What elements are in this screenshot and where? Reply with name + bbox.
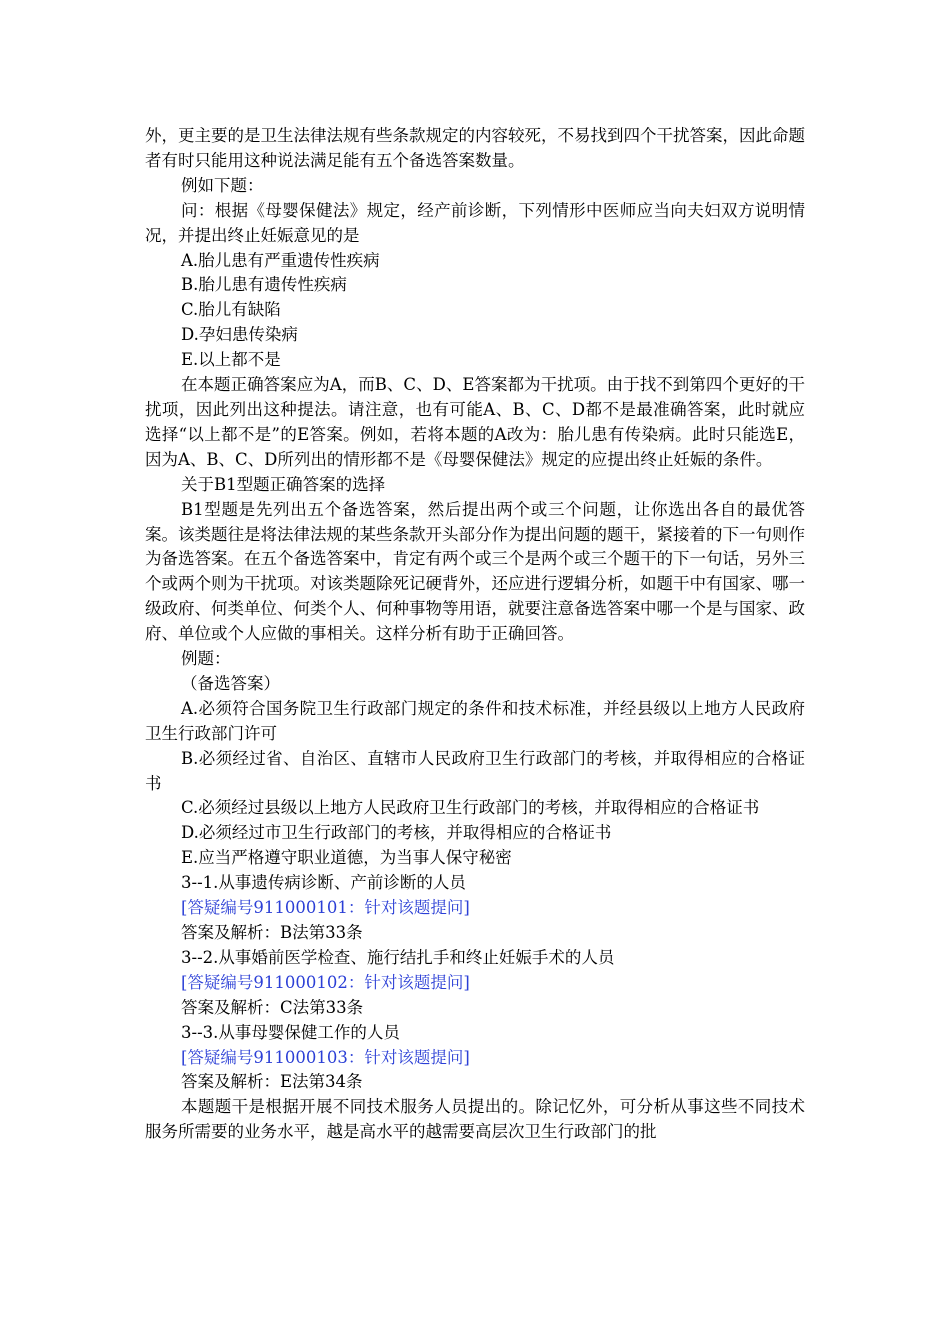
paragraph: 例如下题： bbox=[181, 175, 264, 195]
answer-explanation: 答案及解析：E法第34条 bbox=[181, 1072, 363, 1092]
option-d: D.孕妇患传染病 bbox=[181, 325, 298, 345]
paragraph: 在本题正确答案应为A，而B、C、D、E答案都为干扰项。由于找不到第四个更好的干扰项，因此列出这种提法。请注意，也有可能A、B、C、D都不是最准确答案，此时就应选择“以上都不是”的E答案。例如，若将本题的A改为：胎儿患有传染病。此时只能选E，因为A、B、C、D所列出的情形都不是《母婴保健法》规定的应提出终止妊娠的条件。 bbox=[145, 375, 805, 469]
paragraph: 本题题干是根据开展不同技术服务人员提出的。除记忆外，可分析从事这些不同技术服务所需要的业务水平，越是高水平的越需要高层次卫生行政部门的批 bbox=[145, 1097, 805, 1142]
paragraph: 外，更主要的是卫生法律法规有些条款规定的内容较死，不易找到四个干扰答案，因此命题者有时只能用这种说法满足能有五个备选答案数量。 bbox=[145, 126, 805, 170]
option-b: B.胎儿患有遗传性疾病 bbox=[181, 275, 347, 295]
paragraph: （备选答案） bbox=[181, 673, 280, 693]
ask-question-link[interactable]: [答疑编号911000103：针对该题提问] bbox=[181, 1047, 470, 1067]
answer-explanation: 答案及解析：B法第33条 bbox=[181, 923, 363, 942]
document-page bbox=[145, 124, 805, 1145]
option-d: D.必须经过市卫生行政部门的考核，并取得相应的合格证书 bbox=[181, 823, 612, 843]
option-a: A.必须符合国务院卫生行政部门规定的条件和技术标准，并经县级以上地方人民政府卫生行政部门许可 bbox=[145, 698, 805, 743]
paragraph: 例题： bbox=[181, 649, 231, 669]
option-a: A.胎儿患有严重遗传性疾病 bbox=[181, 250, 380, 270]
option-b: B.必须经过省、自治区、直辖市人民政府卫生行政部门的考核，并取得相应的合格证书 bbox=[145, 748, 805, 793]
option-c: C.胎儿有缺陷 bbox=[181, 300, 281, 320]
section-heading: 关于B1型题正确答案的选择 bbox=[181, 474, 386, 494]
option-c: C.必须经过县级以上地方人民政府卫生行政部门的考核，并取得相应的合格证书 bbox=[181, 798, 760, 818]
option-e: E.应当严格遵守职业道德，为当事人保守秘密 bbox=[181, 848, 512, 868]
question-item: 3--1.从事遗传病诊断、产前诊断的人员 bbox=[181, 873, 466, 893]
question-item: 3--2.从事婚前医学检查、施行结扎手和终止妊娠手术的人员 bbox=[181, 947, 615, 967]
ask-question-link[interactable]: [答疑编号911000102：针对该题提问] bbox=[181, 972, 470, 992]
option-e: E.以上都不是 bbox=[181, 350, 281, 370]
paragraph: B1型题是先列出五个备选答案，然后提出两个或三个问题，让你选出各自的最优答案。该类题往是将法律法规的某些条款开头部分作为提出问题的题干，紧接着的下一句则作为备选答案。在五个备选答案中，肯定有两个或三个是两个或三个题干的下一句话，另外三个或两个则为干扰项。对该类题除死记硬背外，还应进行逻辑分析，如题干中有国家、哪一级政府、何类单位、何类个人、何种事物等用语，就要注意备选答案中哪一个是与国家、政府、单位或个人应做的事相关。这样分析有助于正确回答。 bbox=[145, 499, 805, 644]
question-stem: 问：根据《母婴保健法》规定，经产前诊断，下列情形中医师应当向夫妇双方说明情况，并提出终止妊娠意见的是 bbox=[145, 200, 805, 245]
answer-explanation: 答案及解析：C法第33条 bbox=[181, 997, 364, 1017]
ask-question-link[interactable]: [答疑编号911000101：针对该题提问] bbox=[181, 898, 470, 918]
question-item: 3--3.从事母婴保健工作的人员 bbox=[181, 1022, 400, 1042]
